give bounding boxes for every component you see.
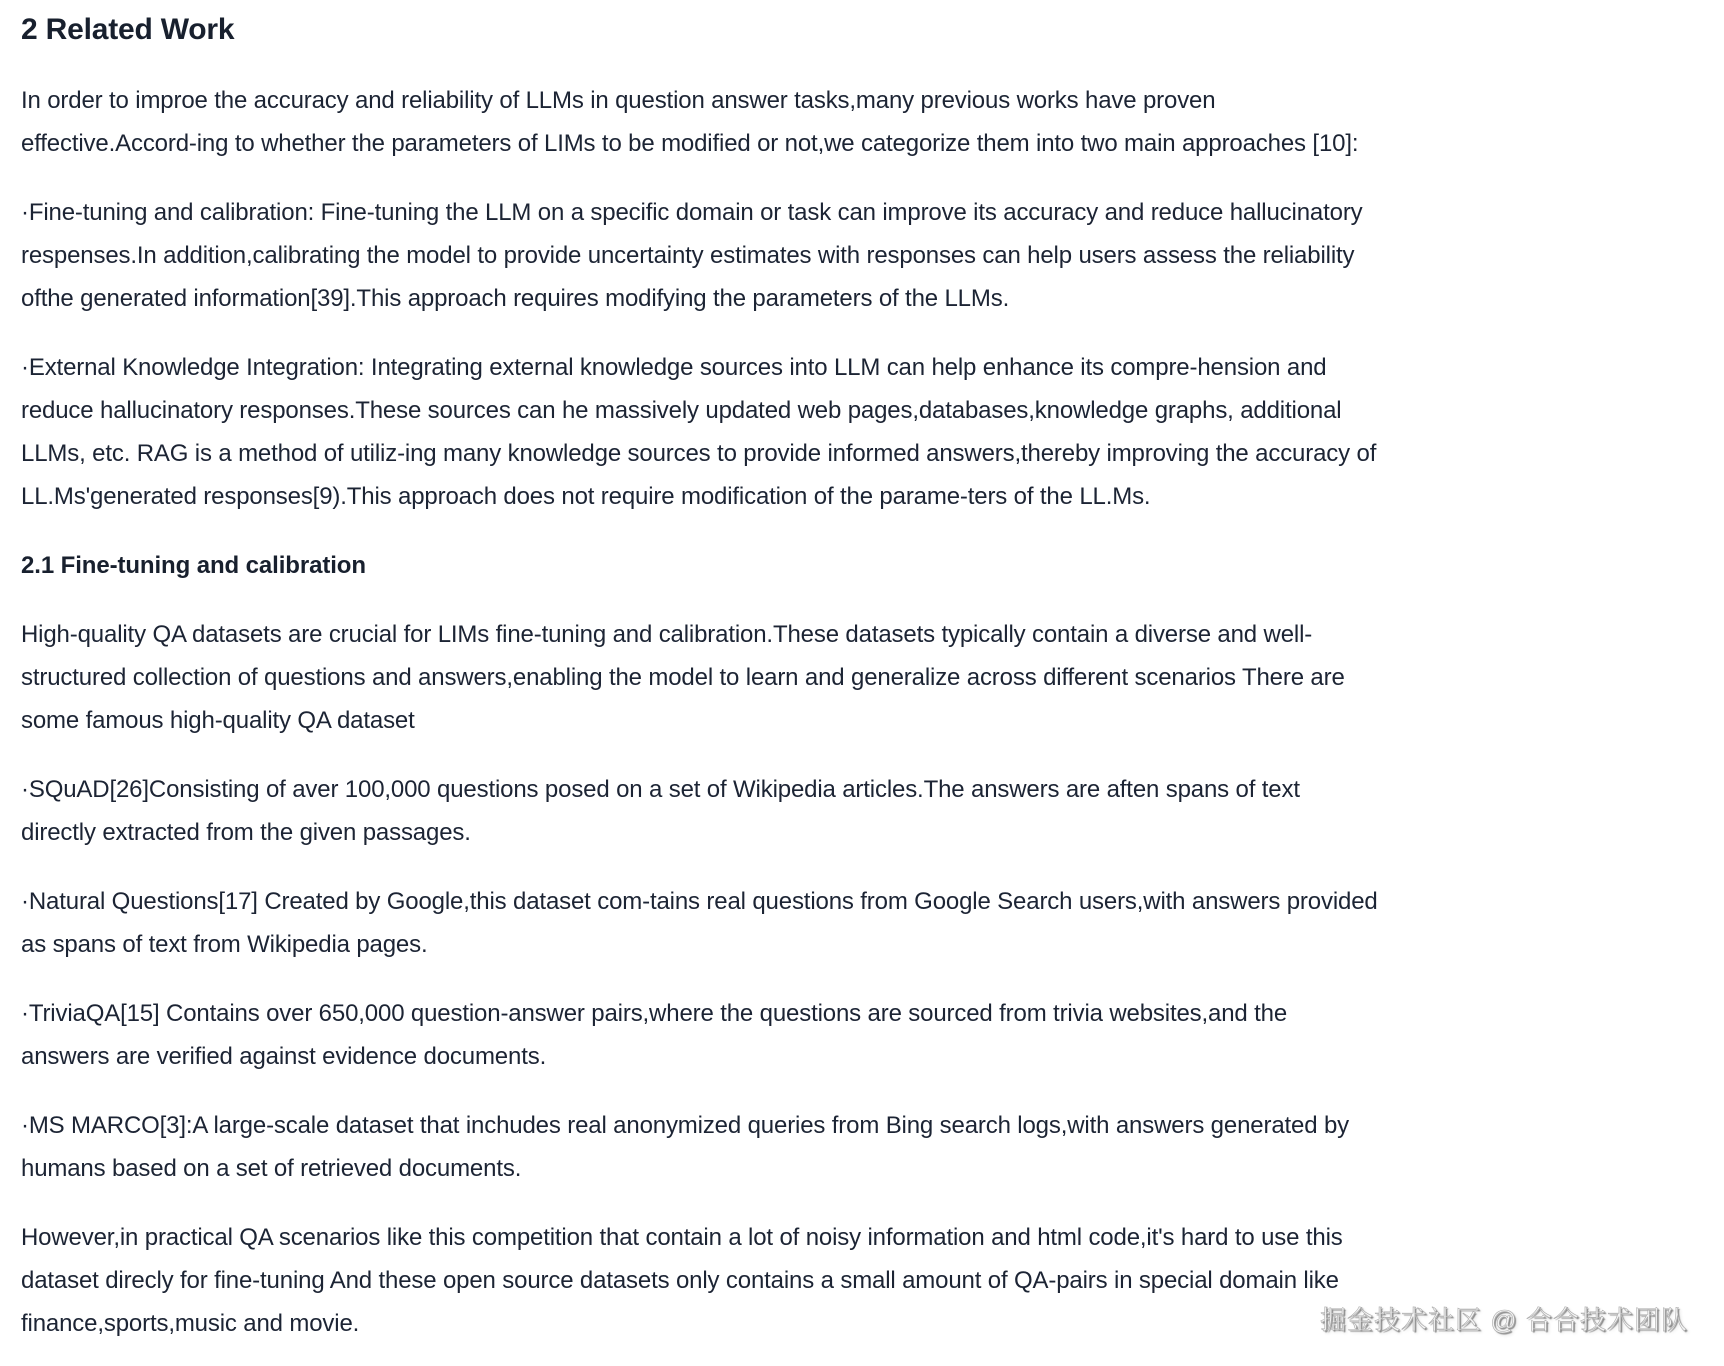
text-line: ·Natural Questions[17] Created by Google,this dataset com-tains real questions from Google Search users,with answers provided xyxy=(21,888,1378,915)
text-line: LL.Ms'generated responses[9).This approach does not require modification of the parame-ters of the LL.Ms. xyxy=(21,483,1151,510)
paragraph xyxy=(21,1104,1704,1190)
text-line: ·MS MARCO[3]:A large-scale dataset that inchudes real anonymized queries from Bing search logs,with answers generated by xyxy=(21,1112,1349,1139)
text-line: ·SQuAD[26]Consisting of aver 100,000 questions posed on a set of Wikipedia articles.The answers are aften spans of text xyxy=(21,776,1300,803)
text-line: ·TriviaQA[15] Contains over 650,000 question-answer pairs,where the questions are sourced from trivia websites,and the xyxy=(21,1000,1288,1027)
subsection-heading: 2.1 Fine-tuning and calibration xyxy=(21,552,366,579)
text-line: ·External Knowledge Integration: Integrating external knowledge sources into LLM can help enhance its compre-hension and xyxy=(21,354,1327,381)
text-line: effective.Accord-ing to whether the parameters of LIMs to be modified or not,we categorize them into two main approaches [10]: xyxy=(21,130,1359,157)
paragraph xyxy=(21,79,1704,165)
paragraph xyxy=(21,346,1704,518)
text-line: directly extracted from the given passages. xyxy=(21,819,471,846)
text-line: as spans of text from Wikipedia pages. xyxy=(21,931,428,958)
paragraph xyxy=(21,191,1704,320)
paragraph xyxy=(21,613,1704,742)
paragraph xyxy=(21,880,1704,966)
paragraph xyxy=(21,992,1704,1078)
text-line: ofthe generated information[39].This approach requires modifying the parameters of the LLMs. xyxy=(21,285,1010,312)
text-line: finance,sports,music and movie. xyxy=(21,1310,360,1337)
text-line: some famous high-quality QA dataset xyxy=(21,707,415,734)
text-line: humans based on a set of retrieved documents. xyxy=(21,1155,522,1182)
text-line: answers are verified against evidence documents. xyxy=(21,1043,547,1070)
text-line: dataset direcly for fine-tuning And these open source datasets only contains a small amount of QA-pairs in special domain like xyxy=(21,1267,1339,1294)
section-heading: 2 Related Work xyxy=(21,13,235,46)
text-line: structured collection of questions and answers,enabling the model to learn and generalize across different scenarios There are xyxy=(21,664,1345,691)
text-line: In order to improe the accuracy and reliability of LLMs in question answer tasks,many previous works have proven xyxy=(21,87,1216,114)
text-line: reduce hallucinatory responses.These sources can he massively updated web pages,databases,knowledge graphs, additional xyxy=(21,397,1342,424)
watermark: 掘金技术社区 @ 合合技术团队 xyxy=(1320,1305,1688,1335)
text-line: ·Fine-tuning and calibration: Fine-tuning the LLM on a specific domain or task can improve its accuracy and reduce hallucinatory xyxy=(21,199,1363,226)
text-line: LLMs, etc. RAG is a method of utiliz-ing many knowledge sources to provide informed answers,thereby improving the accuracy of xyxy=(21,440,1377,467)
article-body xyxy=(21,12,1704,1345)
text-line: High-quality QA datasets are crucial for LIMs fine-tuning and calibration.These datasets typically contain a diverse and well- xyxy=(21,621,1313,648)
paragraph xyxy=(21,768,1704,854)
text-line: respenses.In addition,calibrating the model to provide uncertainty estimates with responses can help users assess the reliability xyxy=(21,242,1355,269)
text-line: However,in practical QA scenarios like this competition that contain a lot of noisy information and html code,it's hard to use this xyxy=(21,1224,1343,1251)
